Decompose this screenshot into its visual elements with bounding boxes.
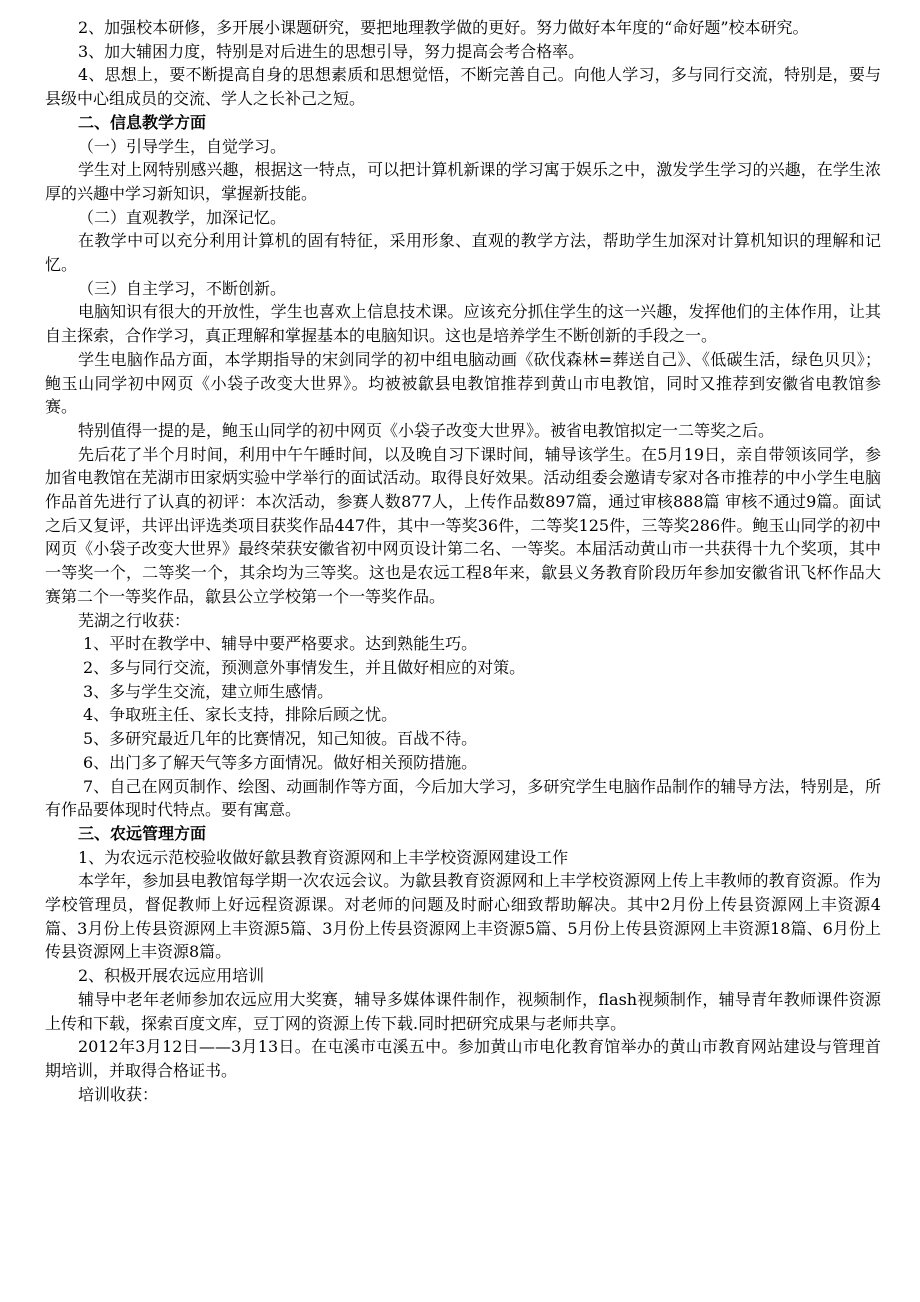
paragraph: 1、平时在教学中、辅导中要严格要求。达到熟能生巧。 (83, 634, 478, 654)
paragraph: 2、多与同行交流，预测意外事情发生，并且做好相应的对策。 (83, 657, 526, 677)
paragraph: 学生电脑作品方面，本学期指导的宋剑同学的初中组电脑动画《砍伐森林=葬送自己》、《低碳生活，绿色贝贝》；鲍玉山同学初中网页《小袋子改变大世界》。均被被歙县电教馆推荐到黄山市电教馆，同时又推荐到安徽省电教馆参赛。 (45, 349, 881, 417)
document-page (45, 16, 881, 1106)
section-heading: 三、农远管理方面 (78, 823, 207, 843)
paragraph: 电脑知识有很大的开放性，学生也喜欢上信息技术课。应该充分抓住学生的这一兴趣，发挥他们的主体作用，让其自主探索，合作学习，真正理解和掌握基本的电脑知识。这也是培养学生不断创新的手段之一。 (45, 302, 881, 346)
paragraph: 芜湖之行收获： (78, 610, 191, 630)
paragraph: 本学年，参加县电教馆每学期一次农远会议。为歙县教育资源网和上丰学校资源网上传上丰教师的教育资源。作为学校管理员，督促教师上好远程资源课。对老师的问题及时耐心细致帮助解决。其中2月份上传县资源网上丰资源4篇、3月份上传县资源网上丰资源5篇、3月份上传县资源网上丰资源5篇、5月份上传县资源网上丰资源18篇、6月份上传县资源网上丰资源8篇。 (45, 871, 881, 962)
paragraph: （三）自主学习，不断创新。 (78, 278, 287, 298)
paragraph: 4、争取班主任、家长支持，排除后顾之忧。 (83, 705, 398, 725)
section-heading: 二、信息教学方面 (78, 112, 207, 132)
paragraph: 特别值得一提的是，鲍玉山同学的初中网页《小袋子改变大世界》。被省电教馆拟定一二等奖之后。 (78, 420, 775, 440)
paragraph: 先后花了半个月时间，利用中午午睡时间，以及晚自习下课时间，辅导该学生。在5月19日，亲自带领该同学，参加省电教馆在芜湖市田家炳实验中学举行的面试活动。取得良好效果。活动组委会邀请专家对各市推荐的中小学生电脑作品首先进行了认真的初评：本次活动，参赛人数877人，上传作品数897篇，通过审核888篇 审核不通过9篇。面试之后又复评，共评出评选类项目获奖作品447件，其中一等奖36件，二等奖125件，三等奖286件。鲍玉山同学的初中网页《小袋子改变大世界》最终荣获安徽省初中网页设计第二名、一等奖。本届活动黄山市一共获得十九个奖项，其中一等奖一个，二等奖一个，其余均为三等奖。这也是农远工程8年来，歙县义务教育阶段历年参加安徽省讯飞杯作品大赛第二个一等奖作品，歙县公立学校第一个一等奖作品。 (45, 444, 881, 606)
paragraph: （一）引导学生，自觉学习。 (78, 136, 287, 156)
paragraph: 辅导中老年老师参加农远应用大奖赛，辅导多媒体课件制作，视频制作，flash视频制作，辅导青年教师课件资源上传和下载，探索百度文库，豆丁网的资源上传下载.同时把研究成果与老师共享。 (45, 989, 881, 1033)
paragraph: 4、思想上，要不断提高自身的思想素质和思想觉悟，不断完善自己。向他人学习，多与同行交流，特别是，要与县级中心组成员的交流、学人之长补己之短。 (45, 65, 881, 109)
paragraph: 3、多与学生交流，建立师生感情。 (83, 681, 334, 701)
paragraph: 2、积极开展农远应用培训 (78, 966, 265, 986)
paragraph: 2、加强校本研修，多开展小课题研究，要把地理教学做的更好。努力做好本年度的“命好题”校本研究。 (78, 18, 809, 37)
paragraph: 学生对上网特别感兴趣，根据这一特点，可以把计算机新课的学习寓于娱乐之中，激发学生学习的兴趣，在学生浓厚的兴趣中学习新知识，掌握新技能。 (45, 160, 881, 203)
paragraph: 7、自己在网页制作、绘图、动画制作等方面，今后加大学习，多研究学生电脑作品制作的辅导方法，特别是，所有作品要体现时代特点。要有寓意。 (45, 776, 881, 820)
paragraph: 3、加大辅困力度，特别是对后进生的思想引导，努力提高会考合格率。 (78, 41, 585, 61)
paragraph: 培训收获： (78, 1084, 159, 1104)
paragraph: （二）直观教学，加深记忆。 (78, 207, 287, 227)
paragraph: 1、为农远示范校验收做好歙县教育资源网和上丰学校资源网建设工作 (78, 847, 569, 867)
paragraph: 在教学中可以充分利用计算机的固有特征，采用形象、直观的教学方法，帮助学生加深对计算机知识的理解和记忆。 (45, 231, 881, 275)
paragraph: 6、出门多了解天气等多方面情况。做好相关预防措施。 (83, 752, 478, 772)
paragraph: 2012年3月12日——3月13日。在屯溪市屯溪五中。参加黄山市电化教育馆举办的黄山市教育网站建设与管理首期培训，并取得合格证书。 (45, 1037, 881, 1080)
paragraph: 5、多研究最近几年的比赛情况，知己知彼。百战不待。 (83, 729, 478, 749)
